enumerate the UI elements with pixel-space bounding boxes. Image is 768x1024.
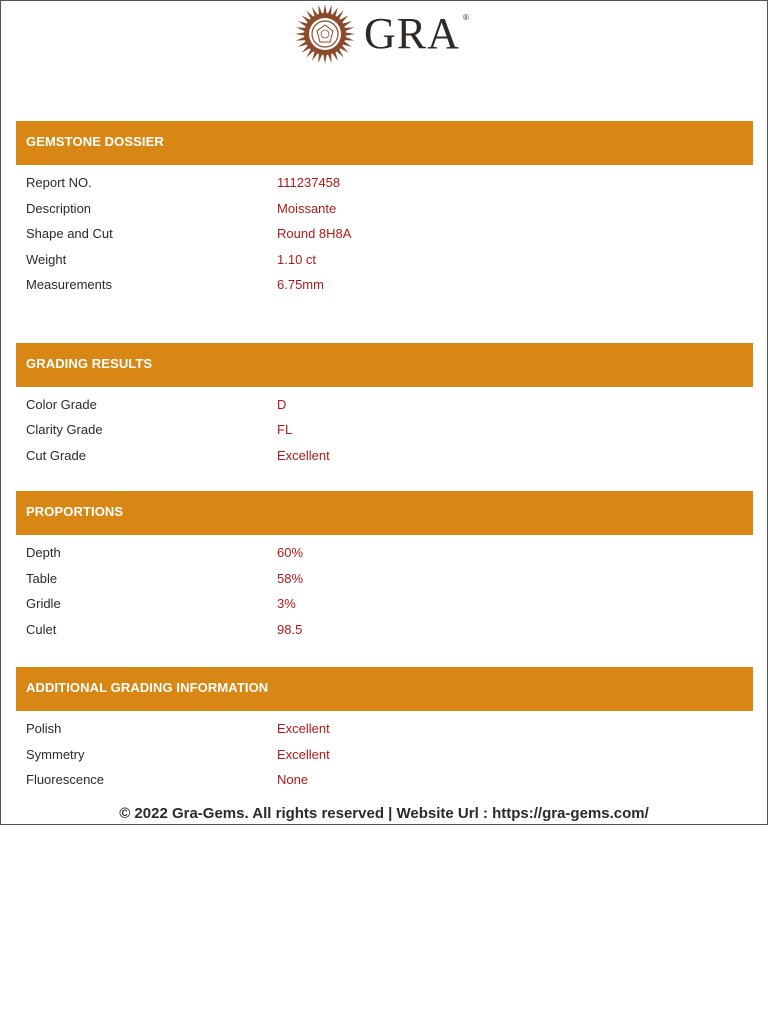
row-value: D [277,397,287,412]
row-label: Fluorescence [26,772,105,787]
section-title: GEMSTONE DOSSIER [26,134,164,149]
row-value: 111237458 [277,175,341,190]
row-label: Symmetry [26,747,85,762]
section-header-gemstone-dossier [16,121,753,165]
section-title: GRADING RESULTS [26,356,153,371]
section-title: PROPORTIONS [26,504,124,519]
row-value: 3% [277,596,296,611]
section-header-proportions [16,491,753,535]
row-value: 58% [277,571,304,586]
row-label: Report NO. [26,175,92,190]
table-row [26,277,746,297]
row-value: 1.10 ct [277,252,317,267]
row-value: 60% [277,545,304,560]
table-row [26,175,746,195]
table-row [26,596,746,616]
row-value: FL [277,422,293,437]
brand-name: GRA [364,9,460,58]
table-row [26,448,746,468]
row-label: Gridle [26,596,61,611]
table-row [26,201,746,221]
row-value: Round 8H8A [277,226,352,241]
table-row [26,422,746,442]
row-label: Depth [26,545,61,560]
row-label: Color Grade [26,397,97,412]
row-value: 98.5 [277,622,303,637]
row-label: Culet [26,622,57,637]
row-label: Clarity Grade [26,422,103,437]
table-row [26,622,746,642]
row-value: 6.75mm [277,277,324,292]
gra-seal-logo-icon [293,3,357,65]
report-header [1,1,767,67]
table-row [26,571,746,591]
footer [1,805,767,822]
row-value: Excellent [277,747,330,762]
registered-mark: ® [463,13,469,22]
section-header-grading-results [16,343,753,387]
table-row [26,747,746,767]
section-title: ADDITIONAL GRADING INFORMATION [26,680,269,695]
row-value: Excellent [277,721,330,736]
row-label: Cut Grade [26,448,86,463]
table-row [26,545,746,565]
table-row [26,772,746,792]
row-label: Shape and Cut [26,226,113,241]
row-label: Weight [26,252,67,267]
footer-copyright: © 2022 Gra-Gems. All rights reserved | Website Url : [119,805,493,822]
row-label: Measurements [26,277,112,292]
table-row [26,226,746,246]
table-row [26,721,746,741]
row-label: Polish [26,721,62,736]
website-link[interactable]: https://gra-gems.com/ [492,805,649,822]
table-row [26,252,746,272]
row-value: None [277,772,309,787]
row-label: Description [26,201,92,216]
section-header-additional-grading-information [16,667,753,711]
row-label: Table [26,571,58,586]
table-row [26,397,746,417]
row-value: Moissante [277,201,337,216]
row-value: Excellent [277,448,330,463]
